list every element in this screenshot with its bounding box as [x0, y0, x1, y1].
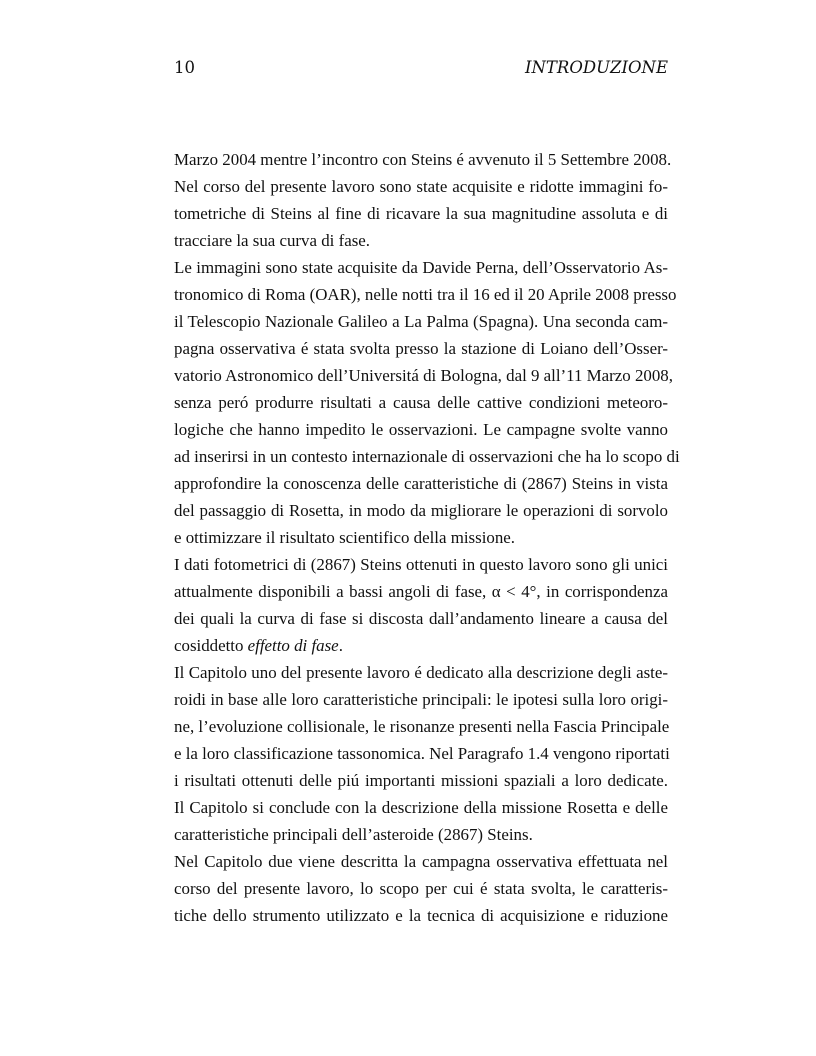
text-line: Il Capitolo si conclude con la descrizione della missione Rosetta e delle [174, 798, 668, 817]
text-line: logiche che hanno impedito le osservazioni. Le campagne svolte vanno [174, 420, 668, 439]
text-line: Nel Capitolo due viene descritta la campagna osservativa effettuata nel [174, 852, 668, 871]
running-title: INTRODUZIONE [524, 58, 668, 77]
text-line: Marzo 2004 mentre l’incontro con Steins é avvenuto il 5 Settembre 2008. [174, 150, 672, 169]
text-line: Il Capitolo uno del presente lavoro é dedicato alla descrizione degli aste- [174, 663, 668, 682]
text-line: attualmente disponibili a bassi angoli di fase, α < 4°, in corrispondenza [174, 582, 668, 601]
text-line [174, 632, 668, 659]
text-line: dei quali la curva di fase si discosta dall’andamento lineare a causa del [174, 609, 668, 628]
text-line: tracciare la sua curva di fase. [174, 231, 370, 250]
text-fragment: . [338, 636, 343, 655]
text-line: i risultati ottenuti delle piú importanti missioni spaziali a loro dedicate. [174, 771, 668, 790]
text-line: pagna osservativa é stata svolta presso la stazione di Loiano dell’Osser- [174, 339, 668, 358]
emphasis-text: effetto di fase [247, 636, 339, 655]
text-line: il Telescopio Nazionale Galileo a La Palma (Spagna). Una seconda cam- [174, 312, 668, 331]
text-line: corso del presente lavoro, lo scopo per cui é stata svolta, le caratteris- [174, 879, 668, 898]
text-line: senza peró produrre risultati a causa delle cattive condizioni meteoro- [174, 393, 668, 412]
text-line: ad inserirsi in un contesto internazionale di osservazioni che ha lo scopo di [174, 447, 680, 466]
body-text [174, 146, 680, 929]
text-line: vatorio Astronomico dell’Universitá di Bologna, dal 9 all’11 Marzo 2008, [174, 366, 673, 385]
text-line: approfondire la conoscenza delle caratteristiche di (2867) Steins in vista [174, 474, 668, 493]
text-line: ne, l’evoluzione collisionale, le risonanze presenti nella Fascia Principale [174, 717, 670, 736]
text-line: del passaggio di Rosetta, in modo da migliorare le operazioni di sorvolo [174, 501, 668, 520]
text-line: I dati fotometrici di (2867) Steins ottenuti in questo lavoro sono gli unici [174, 555, 668, 574]
text-line: e la loro classificazione tassonomica. Nel Paragrafo 1.4 vengono riportati [174, 744, 670, 763]
text-line: Nel corso del presente lavoro sono state acquisite e ridotte immagini fo- [174, 177, 668, 196]
text-line: Le immagini sono state acquisite da Davide Perna, dell’Osservatorio As- [174, 258, 668, 277]
text-line: tiche dello strumento utilizzato e la tecnica di acquisizione e riduzione [174, 906, 668, 925]
text-line: e ottimizzare il risultato scientifico della missione. [174, 528, 515, 547]
text-line: tronomico di Roma (OAR), nelle notti tra il 16 ed il 20 Aprile 2008 presso [174, 285, 677, 304]
page-number: 10 [174, 58, 195, 77]
text-line: tometriche di Steins al fine di ricavare la sua magnitudine assoluta e di [174, 204, 668, 223]
text-fragment: cosiddetto [174, 636, 244, 655]
text-line: caratteristiche principali dell’asteroide (2867) Steins. [174, 825, 533, 844]
text-line: roidi in base alle loro caratteristiche principali: le ipotesi sulla loro origi- [174, 690, 668, 709]
